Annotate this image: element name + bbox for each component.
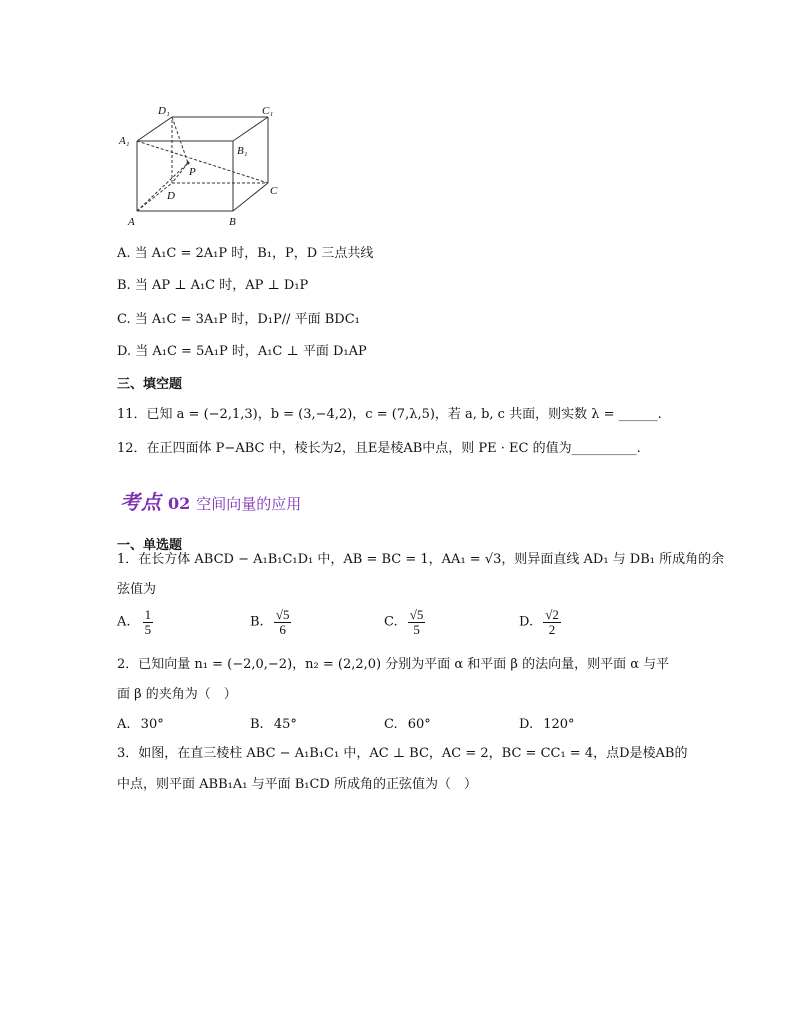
denominator: 5 — [413, 622, 420, 637]
label-D: D — [167, 190, 175, 202]
option-label: C. — [384, 717, 398, 732]
option-text: 60° — [407, 717, 431, 732]
denominator: 2 — [548, 622, 556, 637]
question-11: 11．已知 a = (−2,1,3)，b = (3,−4,2)，c = (7,λ,5)，若 a, b, c 共面，则实数 λ = ______. — [117, 407, 662, 422]
point-P — [187, 162, 190, 165]
label-C: C — [270, 185, 278, 197]
option-a — [117, 245, 373, 263]
label-C1: C₁ — [262, 105, 274, 117]
option-label: A. — [117, 717, 131, 732]
numerator: √5 — [409, 607, 424, 622]
option-label: C. — [384, 614, 398, 630]
label-B: B — [229, 216, 236, 228]
option-c — [117, 311, 360, 329]
option-label: B. — [117, 278, 131, 293]
fraction — [143, 608, 154, 637]
option-text: 120° — [543, 717, 575, 732]
denominator: 6 — [279, 622, 286, 637]
edge-B-C — [233, 183, 268, 211]
q1-option-a — [117, 608, 153, 637]
question-1-line2: 弦值为 — [117, 582, 157, 597]
fraction — [408, 608, 426, 637]
numerator: √2 — [545, 607, 559, 622]
edge-A1-D1 — [137, 117, 172, 141]
numerator: √5 — [275, 607, 290, 622]
option-text: 当 A₁C = 2A₁P 时，B₁，P，D 三点共线 — [134, 246, 374, 261]
q1-option-b — [250, 608, 291, 637]
option-label: B. — [250, 717, 264, 732]
question-1-line1: 1．在长方体 ABCD − A₁B₁C₁D₁ 中，AB = BC = 1，AA₁ = √3，则异面直线 AD₁ 与 DB₁ 所成角的余 — [117, 552, 725, 567]
option-label: D. — [519, 614, 534, 630]
q2-option-a — [117, 716, 164, 734]
label-A: A — [128, 216, 135, 228]
diag-D1-P — [172, 117, 188, 163]
option-label: A. — [117, 246, 131, 261]
option-text: 当 AP ⊥ A₁C 时，AP ⊥ D₁P — [134, 278, 309, 293]
label-D1: D₁ — [158, 105, 170, 117]
option-label: D. — [117, 344, 132, 359]
option-text: 当 A₁C = 3A₁P 时，D₁P// 平面 BDC₁ — [134, 312, 360, 327]
section-title-fill-blank: 三、填空题 — [117, 377, 183, 392]
label-A1: A₁ — [119, 135, 130, 147]
option-label: B. — [250, 614, 264, 630]
numerator: 1 — [144, 607, 152, 622]
fraction — [274, 608, 292, 637]
question-2-line2: 面 β 的夹角为（ ） — [117, 687, 237, 702]
diag-A1-C — [137, 141, 268, 183]
question-2-line1: 2．已知向量 n₁ = (−2,0,−2)，n₂ = (2,2,0) 分别为平面 α 和平面 β 的法向量，则平面 α 与平 — [117, 657, 670, 672]
kaodian-heading — [120, 486, 301, 515]
diag-P-D — [172, 163, 188, 183]
q2-option-d — [519, 716, 575, 734]
q1-option-d — [519, 608, 561, 637]
kaodian-badge: 考点 — [120, 490, 162, 514]
label-P: P — [189, 166, 196, 178]
fraction — [543, 608, 561, 637]
diag-A-P — [137, 163, 188, 211]
kaodian-title: 空间向量的应用 — [196, 495, 302, 513]
option-b — [117, 277, 308, 295]
q2-option-b — [250, 716, 297, 734]
option-label: C. — [117, 312, 131, 327]
question-12: 12．在正四面体 P−ABC 中，棱长为2，且E是棱AB中点，则 PE · EC 的值为__________. — [117, 441, 641, 456]
question-3-line2: 中点，则平面 ABB₁A₁ 与平面 B₁CD 所成角的正弦值为（ ） — [117, 777, 477, 792]
option-d — [117, 343, 367, 361]
option-text: 45° — [273, 717, 297, 732]
question-3-line1: 3．如图，在直三棱柱 ABC − A₁B₁C₁ 中，AC ⊥ BC，AC = 2，BC = CC₁ = 4，点D是棱AB的 — [117, 746, 688, 761]
label-B1: B₁ — [237, 145, 248, 157]
cuboid-figure — [110, 100, 300, 235]
edge-C1-B1 — [233, 117, 268, 141]
option-text: 当 A₁C = 5A₁P 时，A₁C ⊥ 平面 D₁AP — [135, 344, 367, 359]
option-text: 30° — [140, 717, 164, 732]
q2-option-c — [384, 716, 431, 734]
q1-option-c — [384, 608, 425, 637]
kaodian-number: 02 — [168, 494, 191, 513]
option-label: A. — [117, 614, 131, 630]
denominator: 5 — [144, 622, 152, 637]
section-title-single-choice: 一、单选题 — [117, 538, 183, 553]
option-label: D. — [519, 717, 534, 732]
